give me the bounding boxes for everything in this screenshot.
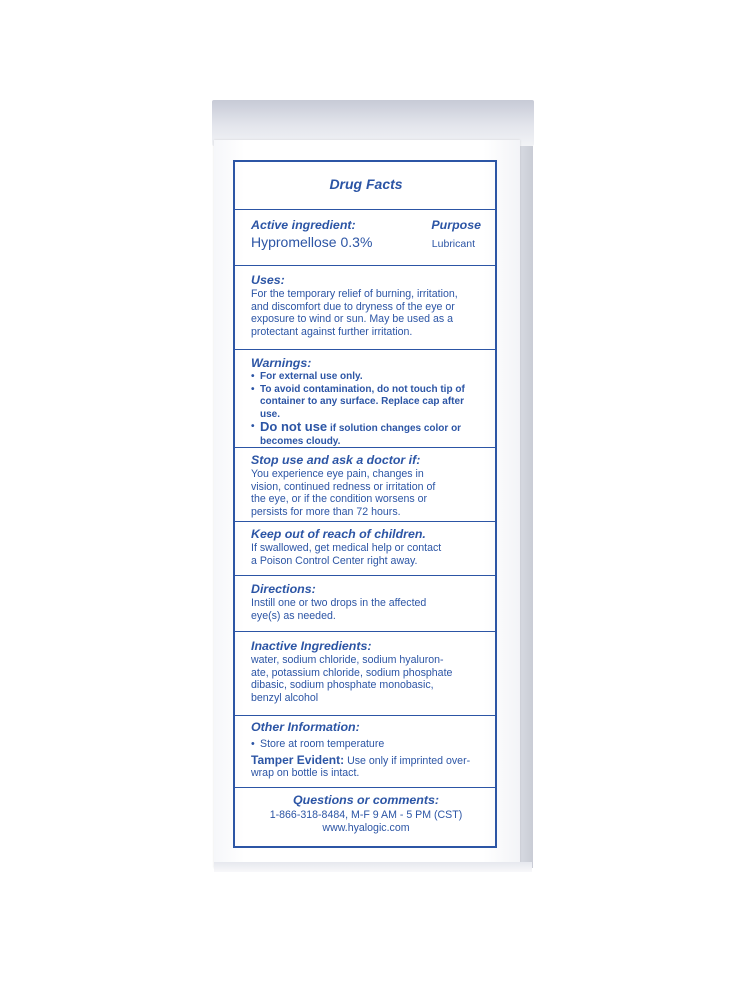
uses-line: For the temporary relief of burning, irritation,	[251, 288, 458, 300]
directions-line: Instill one or two drops in the affected	[251, 597, 427, 609]
warning-item	[251, 384, 481, 422]
inactive-line: water, sodium chloride, sodium hyaluron-	[251, 654, 444, 666]
directions-heading: Directions:	[251, 582, 316, 596]
questions-section	[235, 788, 495, 848]
tamper-evident-text	[251, 754, 481, 780]
directions-section	[235, 576, 495, 632]
inactive-line: ate, potassium chloride, sodium phosphate	[251, 666, 453, 679]
questions-heading: Questions or comments:	[293, 793, 439, 807]
warning-item: • For external use only.	[251, 371, 481, 384]
warning-line: container to any surface. Replace cap after	[260, 396, 464, 408]
other-info-heading: Other Information:	[251, 720, 360, 734]
tamper-evident-lead: Tamper Evident:	[251, 752, 345, 767]
tamper-evident-line: wrap on bottle is intact.	[251, 767, 360, 780]
uses-heading: Uses:	[251, 273, 285, 287]
other-info-item: • Store at room temperature	[251, 738, 481, 751]
directions-line: eye(s) as needed.	[251, 609, 336, 622]
stop-use-section	[235, 448, 495, 522]
drug-facts-title: Drug Facts	[329, 176, 403, 192]
uses-section	[235, 266, 495, 350]
warning-line: becomes cloudy.	[260, 435, 341, 447]
box-bottom-edge	[214, 862, 532, 872]
children-line: a Poison Control Center right away.	[251, 554, 418, 567]
active-ingredient-heading: Active ingredient:	[251, 218, 356, 232]
do-not-use-lead: Do not use	[260, 419, 328, 435]
warning-item	[251, 421, 481, 448]
purpose-value: Lubricant	[431, 238, 475, 250]
drug-facts-title-section	[235, 162, 495, 210]
uses-line: protectant against further irritation.	[251, 325, 413, 338]
warnings-heading: Warnings:	[251, 356, 312, 370]
stop-use-line: persists for more than 72 hours.	[251, 505, 401, 518]
inactive-line: dibasic, sodium phosphate monobasic,	[251, 679, 434, 692]
warnings-section	[235, 350, 495, 448]
tamper-evident-rest: Use only if imprinted over-	[344, 754, 471, 767]
stop-use-line: vision, continued redness or irritation of	[251, 480, 436, 493]
uses-line: and discomfort due to dryness of the eye or	[251, 300, 455, 313]
active-ingredient-value: Hypromellose 0.3%	[251, 234, 373, 250]
stop-use-line: You experience eye pain, changes in	[251, 468, 424, 480]
do-not-use-rest: if solution changes color or	[327, 423, 462, 435]
children-line: If swallowed, get medical help or contact	[251, 542, 442, 554]
uses-line: exposure to wind or sun. May be used as a	[251, 313, 453, 326]
questions-website: www.hyalogic.com	[322, 821, 410, 834]
warning-line: use.	[260, 408, 281, 420]
children-section	[235, 522, 495, 576]
other-information-section	[235, 716, 495, 788]
inactive-heading: Inactive Ingredients:	[251, 639, 372, 653]
active-ingredient-section	[235, 210, 495, 266]
children-heading: Keep out of reach of children.	[251, 527, 426, 541]
inactive-ingredients-section	[235, 632, 495, 716]
stop-use-line: the eye, or if the condition worsens or	[251, 493, 428, 506]
drug-facts-panel	[233, 160, 497, 848]
stop-use-heading: Stop use and ask a doctor if:	[251, 453, 421, 467]
warning-line: • To avoid contamination, do not touch tip of	[260, 383, 465, 395]
questions-phone: 1-866-318-8484, M-F 9 AM - 5 PM (CST)	[269, 809, 463, 821]
purpose-heading: Purpose	[431, 218, 481, 232]
inactive-line: benzyl alcohol	[251, 691, 319, 704]
